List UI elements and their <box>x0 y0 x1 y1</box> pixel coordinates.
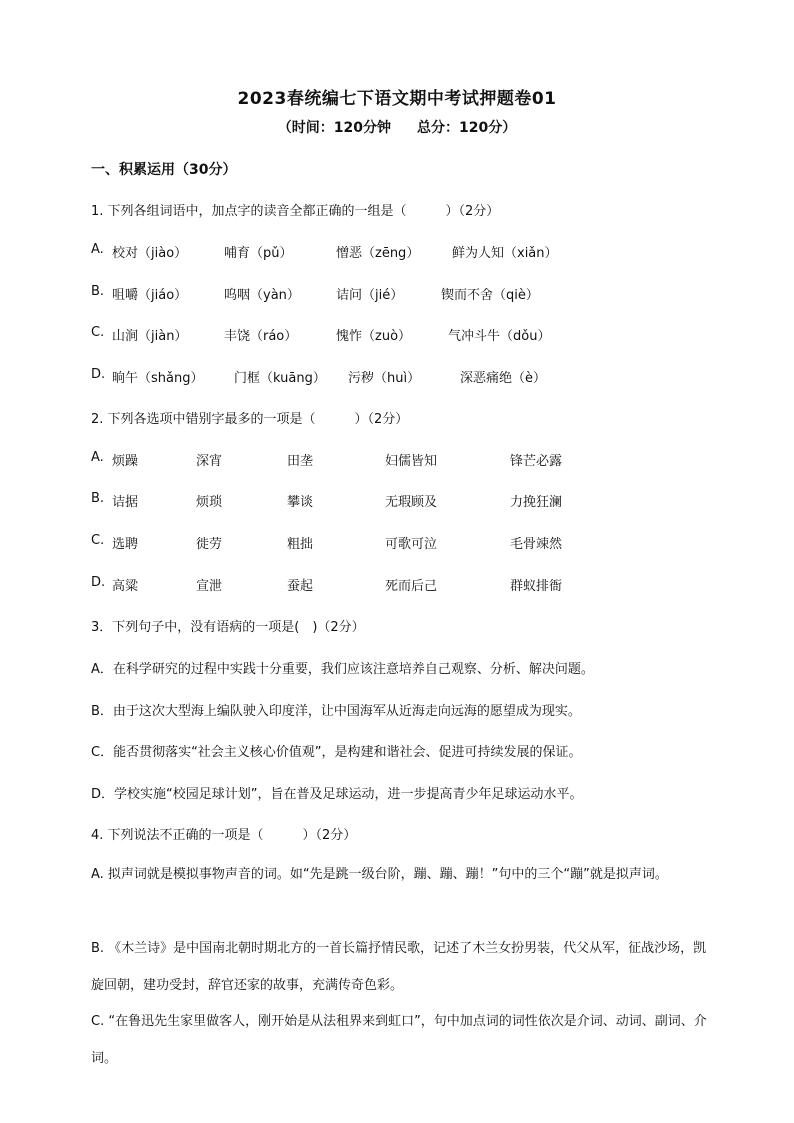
option-word: 污秽（huì） <box>348 371 421 386</box>
option-word: 烦躁 <box>112 454 139 469</box>
option-word: 丰饶（ráo） <box>224 329 298 344</box>
option-word: 鲜为人知（xiǎn） <box>452 246 558 261</box>
option-word: 可歌可泣 <box>385 537 438 552</box>
option-letter: D. <box>91 367 106 382</box>
option-word: 山涧（jiàn） <box>112 329 188 344</box>
exam-time: （时间：120分钟 <box>277 120 391 136</box>
option-word: 宣泄 <box>196 579 223 594</box>
exam-total-score: 总分：120分） <box>417 120 517 136</box>
option-word: 锋芒必露 <box>510 454 563 469</box>
option-word: 咀嚼（jiáo） <box>112 288 188 303</box>
exam-subtitle <box>0 117 794 137</box>
option-word: 高粱 <box>112 579 139 594</box>
option-word: 呜咽（yàn） <box>224 288 300 303</box>
question-3-option-c: C．能否贯彻落实“社会主义核心价值观”，是构建和谐社会、促进可持续发展的保证。 <box>91 745 582 760</box>
option-letter: B. <box>91 491 105 506</box>
option-word: 蚕起 <box>287 579 314 594</box>
option-word: 气冲斗牛（dǒu） <box>448 329 551 344</box>
option-word: 力挽狂澜 <box>510 495 563 510</box>
section-heading: 一、积累运用（30分） <box>91 162 237 178</box>
option-word: 选聘 <box>112 537 139 552</box>
option-word: 锲而不舍（qiè） <box>441 288 539 303</box>
option-word: 哺育（pǔ） <box>224 246 293 261</box>
option-word: 晌午（shǎng） <box>112 371 204 386</box>
exam-title: 2023春统编七下语文期中考试押题卷01 <box>237 89 557 109</box>
question-4-option-b: B. 《木兰诗》是中国南北朝时期北方的一首长篇抒情民歌，记述了木兰女扮男装，代父从军，征战沙场，凯旋回朝，建功受封，辞官还家的故事，充满传奇色彩。 <box>91 941 707 993</box>
question-4-stem: 4. 下列说法不正确的一项是（ ）（2分） <box>91 828 357 843</box>
option-word: 攀谈 <box>287 495 314 510</box>
option-word: 徙劳 <box>196 537 223 552</box>
option-word: 无瑕顾及 <box>385 495 438 510</box>
question-3-option-a: A．在科学研究的过程中实践十分重要，我们应该注意培养自己观察、分析、解决问题。 <box>91 662 594 677</box>
question-4-option-c: C. “在鲁迅先生家里做客人，刚开始是从法租界来到虹口”，句中加点词的词性依次是介词、动词、副词、介词。 <box>91 1014 707 1066</box>
option-word: 烦琐 <box>196 495 223 510</box>
option-word: 诘问（jié） <box>336 288 404 303</box>
option-letter: A. <box>91 242 104 257</box>
option-word: 田垄 <box>287 454 314 469</box>
option-word: 妇儒皆知 <box>385 454 438 469</box>
option-word: 憎恶（zēng） <box>336 246 420 261</box>
option-word: 门框（kuāng） <box>234 371 326 386</box>
question-3-option-d: D．学校实施“校园足球计划”，旨在普及足球运动，进一步提高青少年足球运动水平。 <box>91 787 583 802</box>
question-3-option-b: B．由于这次大型海上编队驶入印度洋，让中国海军从近海走向远海的愿望成为现实。 <box>91 704 581 719</box>
option-letter: D. <box>91 575 106 590</box>
option-word: 校对（jiào） <box>112 246 188 261</box>
option-letter: A. <box>91 450 104 465</box>
question-3-stem: 3．下列句子中，没有语病的一项是( )（2分） <box>91 620 365 635</box>
option-letter: B. <box>91 284 105 299</box>
option-word: 诘据 <box>112 495 139 510</box>
option-word: 愧怍（zuò） <box>336 329 412 344</box>
option-word: 粗拙 <box>287 537 314 552</box>
question-1-stem: 1. 下列各组词语中，加点字的读音全都正确的一组是（ ）（2分） <box>91 204 500 219</box>
option-letter: C. <box>91 325 105 340</box>
option-word: 毛骨竦然 <box>510 537 563 552</box>
option-word: 深恶痛绝（è） <box>460 371 546 386</box>
option-letter: C. <box>91 533 105 548</box>
question-2-stem: 2. 下列各选项中错别字最多的一项是（ ）（2分） <box>91 412 409 427</box>
option-word: 深宵 <box>196 454 223 469</box>
option-word: 死而后己 <box>385 579 438 594</box>
option-word: 群蚁排衙 <box>510 579 563 594</box>
question-4-option-a: A. 拟声词就是模拟事物声音的词。如“先是跳一级台阶，蹦、蹦、蹦！”句中的三个“蹦”就是拟声词。 <box>91 867 668 882</box>
